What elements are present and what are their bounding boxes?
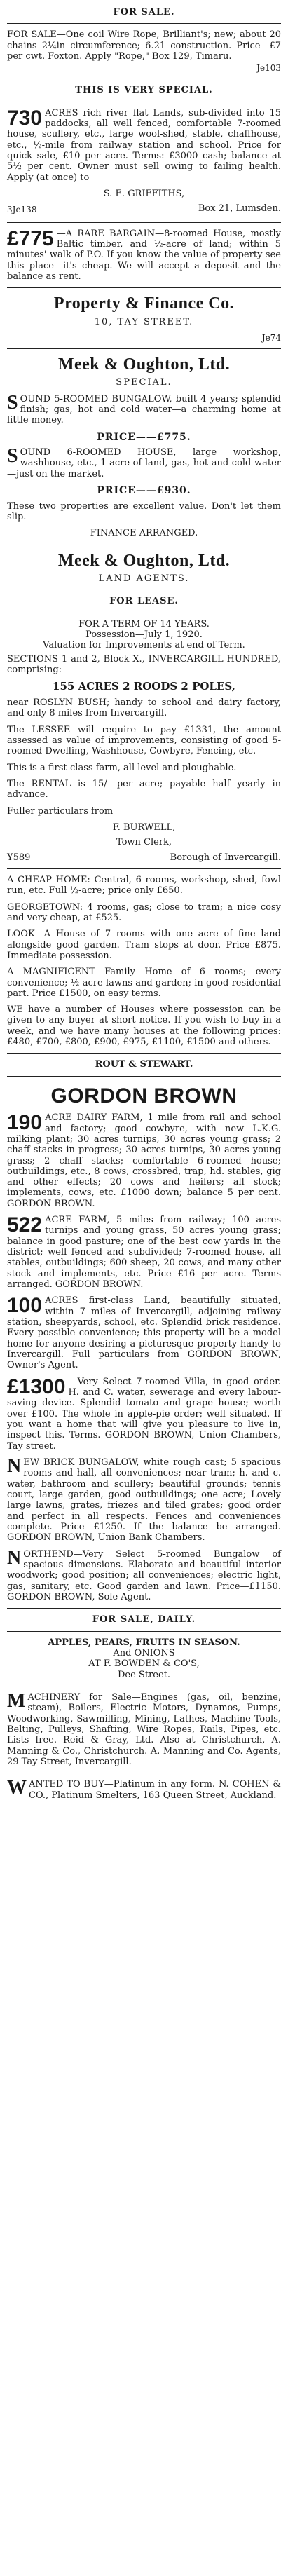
gordon-ad-1-lead: 190 <box>7 1111 43 1135</box>
lease-particulars: Fuller particulars from <box>7 805 114 817</box>
gordon-ad-1-text: ACRE DAIRY FARM, 1 mile from rail and school and factory; good cowbyre, with new L.K.G. milking plant; 30 acres turnips, 30 acres young grass; 2 chaff stacks in progress; 30 acres turnips, 30 acres young grass; 2 chaff stacks; comfortable 6-roomed house; outbuildings, etc., 8 cows, crossbred, trap, hd. stables, gig and other effects; 20 cows and heifers; all stock; implements, cows, etc. £1000 down; balance 5 per cent. GORDON BROWN. <box>7 1112 281 1209</box>
gordon-ad-1 <box>7 1112 281 1209</box>
bowden-line-3: AT F. BOWDEN & CO'S, <box>88 1658 200 1670</box>
griffiths-name: S. E. GRIFFITHS, <box>103 189 185 200</box>
house-text: OUND 6-ROOMED HOUSE, large workshop, washhouse, etc., 1 acre of land, gas, hot and cold water—just on the market. <box>7 447 281 479</box>
lease-rental: The RENTAL is 15/- per acre; payable half yearly in advance. <box>7 778 281 800</box>
bowden-line-1: APPLES, PEARS, FRUITS IN SEASON. <box>48 1637 240 1648</box>
bargain-text: —A RARE BARGAIN—8-roomed House, mostly Baltic timber, and ½-acre of land; within 5 minutes' walk of P.O. If you know the value of property see this place—it's cheap. We will accept a deposit and the balance as rent. <box>7 228 281 282</box>
divider <box>7 1631 281 1632</box>
divider <box>7 23 281 24</box>
bowden-line-4: Dee Street. <box>117 1669 171 1680</box>
rout-ad-1: A CHEAP HOME: Central, 6 rooms, workshop, shed, fowl run, etc. Full ½-acre; price only £650. <box>7 874 281 897</box>
gordon-ad-3-text: ACRES first-class Land, beautifully situated, within 7 miles of Invercargill, adjoining railway station, sheepyards, school, etc. Splendid brick residence. Every possible convenience; this property will be a model home for anyone desiring a picturesque property handy to Invercargill. Full particulars from GORDON BROWN, Owner's Agent. <box>7 1295 281 1371</box>
gordon-brown-name: GORDON BROWN <box>50 1084 238 1108</box>
lease-ref: Y589 <box>7 852 31 863</box>
lease-signer-title: Town Clerk, <box>116 837 172 848</box>
property-finance-address: 10, TAY STREET. <box>94 316 194 327</box>
special-heading: THIS IS VERY SPECIAL. <box>75 85 213 96</box>
meek-oughton-special: SPECIAL. <box>116 377 172 388</box>
gordon-ad-2-lead: 522 <box>7 1213 43 1237</box>
for-lease-heading: FOR LEASE. <box>109 596 179 607</box>
machinery-initial: M <box>7 1689 26 1712</box>
rout-ad-2: GEORGETOWN: 4 rooms, gas; close to tram; a nice cosy and very cheap, at £525. <box>7 901 281 923</box>
divider <box>7 1608 281 1609</box>
divider <box>7 222 281 223</box>
gordon-ad-5 <box>7 1457 281 1543</box>
lease-area: 155 ACRES 2 ROODS 2 POLES, <box>53 680 235 693</box>
lease-lessee: The LESSEE will require to pay £1331, the amount assessed as value of improvements, consisting of good 5-roomed Dwelling, Washhouse, Cowbyre, Fencing, etc. <box>7 724 281 757</box>
divider <box>7 348 281 349</box>
farm-730-lead: 730 <box>7 106 43 130</box>
value-note: These two properties are excellent value. Don't let them slip. <box>7 500 281 522</box>
rout-ad-4: A MAGNIFICENT Family Home of 6 rooms; every convenience; ½-acre lawns and garden; in good residential part. Price £1500, on easy terms. <box>7 967 281 999</box>
lease-location: near ROSLYN BUSH; handy to school and dairy factory, and only 8 miles from Invercargill. <box>7 697 281 719</box>
bargain-ad <box>7 226 281 282</box>
gordon-ad-3-lead: 100 <box>7 1294 43 1318</box>
gordon-ad-6-text: ORTHEND—Very Select 5-roomed Bungalow of spacious dimensions. Elaborate and beautiful interior woodwork; good position; all conveniences; electric light, gas, sanitary, etc. Good garden and lawn. Price—£1150. GORDON BROWN, Sole Agent. <box>7 1548 281 1602</box>
house-ad <box>7 447 281 479</box>
wire-rope-ad <box>7 29 281 73</box>
rout-ad-3: LOOK—A House of 7 rooms with one acre of fine land alongside good garden. Tram stops at door. Price £875. Immediate possession. <box>7 929 281 961</box>
lease-sections: SECTIONS 1 and 2, Block X., INVERCARGILL HUNDRED, comprising: <box>7 653 281 675</box>
wire-rope-text: FOR SALE—One coil Wire Rope, Brilliant's; new; about 20 chains 2¼in circumference; 6.21 construction. Price—£7 per cwt. Foxton. Apply "Rope," Box 129, Timaru. <box>7 29 281 62</box>
rout-ad-5: WE have a number of Houses where possession can be given to any buyer at short notice. If you wish to buy in a week, and we have many houses at the following prices: £480, £700, £800, £900, £975, £1100, £1500 and others. <box>7 1004 281 1048</box>
for-sale-heading: FOR SALE. <box>113 7 175 18</box>
meek-oughton-name: Meek & Oughton, Ltd. <box>57 355 231 374</box>
bungalow-text: OUND 5-ROOMED BUNGALOW, built 4 years; splendid finish; gas, hot and cold water—a charming home at little money. <box>7 393 281 426</box>
gordon-ad-4-text: —Very Select 7-roomed Villa, in good order. H. and C. water, sewerage and every labour-saving device. Splendid tomato and grape house; worth over £100. The whole in apple-pie order; well situated. If you want a home that will give you pleasure to live in, inspect this. Terms. GORDON BROWN, Union Chambers, Tay street. <box>7 1376 281 1452</box>
gordon-ad-6 <box>7 1546 281 1603</box>
wire-rope-ref: Je103 <box>256 63 281 74</box>
divider <box>7 1053 281 1054</box>
lease-signer: F. BURWELL, <box>112 822 176 833</box>
finance-note: FINANCE ARRANGED. <box>90 528 198 539</box>
platinum-ad <box>7 1779 281 1801</box>
divider <box>7 287 281 288</box>
rout-stewart-signature: ROUT & STEWART. <box>95 1059 193 1070</box>
gordon-ad-4 <box>7 1377 281 1452</box>
gordon-ad-5-initial: N <box>7 1455 22 1478</box>
bungalow-price: PRICE——£775. <box>97 431 191 443</box>
bungalow-initial: S <box>7 391 18 414</box>
lease-possession: Possession—July 1, 1920. <box>85 629 203 640</box>
gordon-ad-3 <box>7 1295 281 1370</box>
lease-signer-org: Borough of Invercargill. <box>170 852 281 863</box>
property-finance-name: Property & Finance Co. <box>53 294 235 313</box>
farm-730-ad <box>7 108 281 183</box>
gordon-ad-5-text: EW BRICK BUNGALOW, white rough cast; 5 spacious rooms and hall, all conveniences; near tram; h. and c. water, bathroom and scullery; beautiful grounds; tennis court, large garden, good outbuildings; one acre; Lovely large lawns, grates, friezes and tiled grates; good order and perfect in all respects. Fences and conveniences complete. Price—£1250. If the balance be arranged. GORDON BROWN, Union Bank Chambers. <box>7 1457 281 1543</box>
house-initial: S <box>7 445 18 468</box>
land-agents-label: LAND AGENTS. <box>98 573 190 584</box>
machinery-ad <box>7 1689 281 1767</box>
gordon-ad-2-text: ACRE FARM, 5 miles from railway; 100 acres turnips and young grass, 50 acres young grass; balance in good pasture; one of the best cow yards in the district; well fenced and subdivided; 7-roomed house, all stables, outbuildings; 600 sheep, 20 cows, and many other stock and implements, etc. Price £16 per acre. Terms arranged. GORDON BROWN. <box>7 1215 281 1290</box>
platinum-text: ANTED TO BUY—Platinum in any form. N. COHEN & CO., Platinum Smelters, 163 Queen Street, Auckland. <box>29 1779 281 1801</box>
lease-term: FOR A TERM OF 14 YEARS. <box>78 618 210 629</box>
bungalow-ad <box>7 391 281 426</box>
gordon-ad-4-lead: £1300 <box>7 1375 66 1398</box>
platinum-initial: W <box>7 1777 27 1799</box>
meek-oughton-name-2: Meek & Oughton, Ltd. <box>57 551 231 570</box>
lease-valuation: Valuation for Improvements at end of Term. <box>43 640 245 651</box>
bargain-lead: £775 <box>7 226 54 250</box>
griffiths-address: Box 21, Lumsden. <box>198 203 281 214</box>
gordon-ad-6-initial: N <box>7 1546 22 1569</box>
farm-730-text: ACRES rich river flat Lands, sub-divided into 15 paddocks, all well fenced, comfortable 7-roomed house, scullery, etc., large wool-shed, stable, chaffhouse, etc., ½-mile from railway station and school. Price for quick sale, £10 per acre. Terms: £3000 cash; balance at 5½ per cent. Owner must sell owing to failing health. Apply (at once) to <box>7 107 281 183</box>
divider <box>7 1076 281 1077</box>
for-sale-daily-heading: FOR SALE, DAILY. <box>92 1614 196 1626</box>
gordon-ad-2 <box>7 1215 281 1290</box>
griffiths-ref: 3Je138 <box>7 205 37 215</box>
house-price: PRICE——£930. <box>97 485 191 497</box>
machinery-text: ACHINERY for Sale—Engines (gas, oil, benzine, steam), Boilers, Electric Motors, Dynamos, Pumps, Woodworking, Sawmilling, Mining, Lathes, Machine Tools, Belting, Pulleys, Shafting, Wire Ropes, Rails, Pipes, etc. Lists free. Reid & Gray, Ltd. Also at Christchurch, A. Manning & Co., Christchurch. A. Manning and Co. Agents, 29 Tay Street, Invercargill. <box>7 1691 281 1767</box>
divider <box>7 868 281 869</box>
lease-land: This is a first-class farm, all level and ploughable. <box>7 762 237 773</box>
property-finance-ref: Je74 <box>261 332 281 343</box>
bowden-line-2: And ONIONS <box>113 1647 175 1658</box>
